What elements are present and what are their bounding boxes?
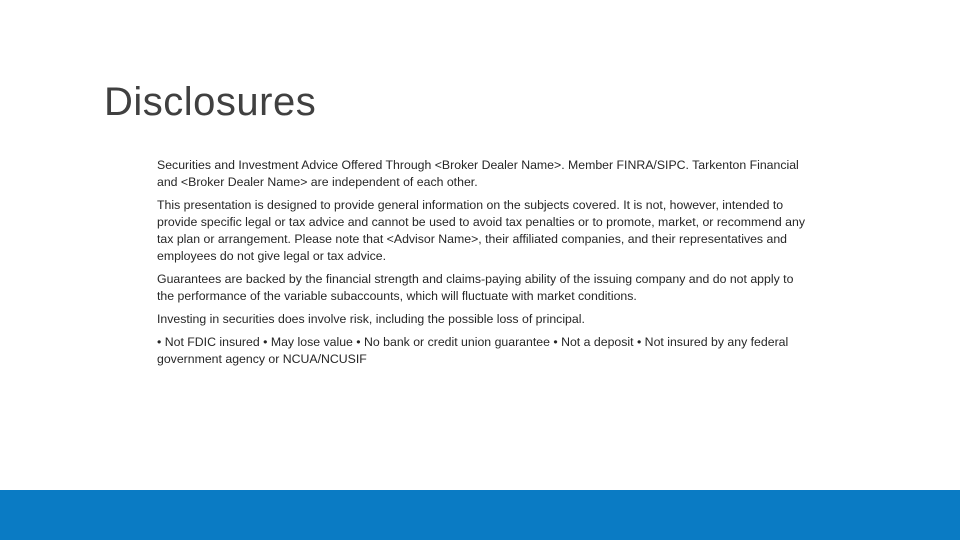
disclosure-body: [157, 157, 807, 374]
footer-accent-bar: [0, 490, 960, 540]
disclosure-paragraph-fdic: • Not FDIC insured • May lose value • No bank or credit union guarantee • Not a deposit • Not insured by any federal government agency or NCUA/NCUSIF: [157, 335, 789, 366]
disclosure-paragraph-advice: This presentation is designed to provide general information on the subjects covered. It is not, however, intended to provide specific legal or tax advice and cannot be used to avoid tax penalties or to promote, market, or recommend any tax plan or arrangement. Please note that <Advisor Name>, their affiliated companies, and their representatives and employees do not give legal or tax advice.: [157, 198, 805, 263]
disclosure-paragraph-broker: Securities and Investment Advice Offered Through <Broker Dealer Name>. Member FINRA/SIPC. Tarkenton Financial and <Broker Dealer Name> are independent of each other.: [157, 158, 799, 189]
disclosure-paragraph-guarantees: Guarantees are backed by the financial strength and claims-paying ability of the issuing company and do not apply to the performance of the variable subaccounts, which will fluctuate with market conditions.: [157, 272, 794, 303]
disclosure-paragraph-risk: Investing in securities does involve risk, including the possible loss of principal.: [157, 312, 585, 326]
slide-title: Disclosures: [104, 80, 317, 124]
